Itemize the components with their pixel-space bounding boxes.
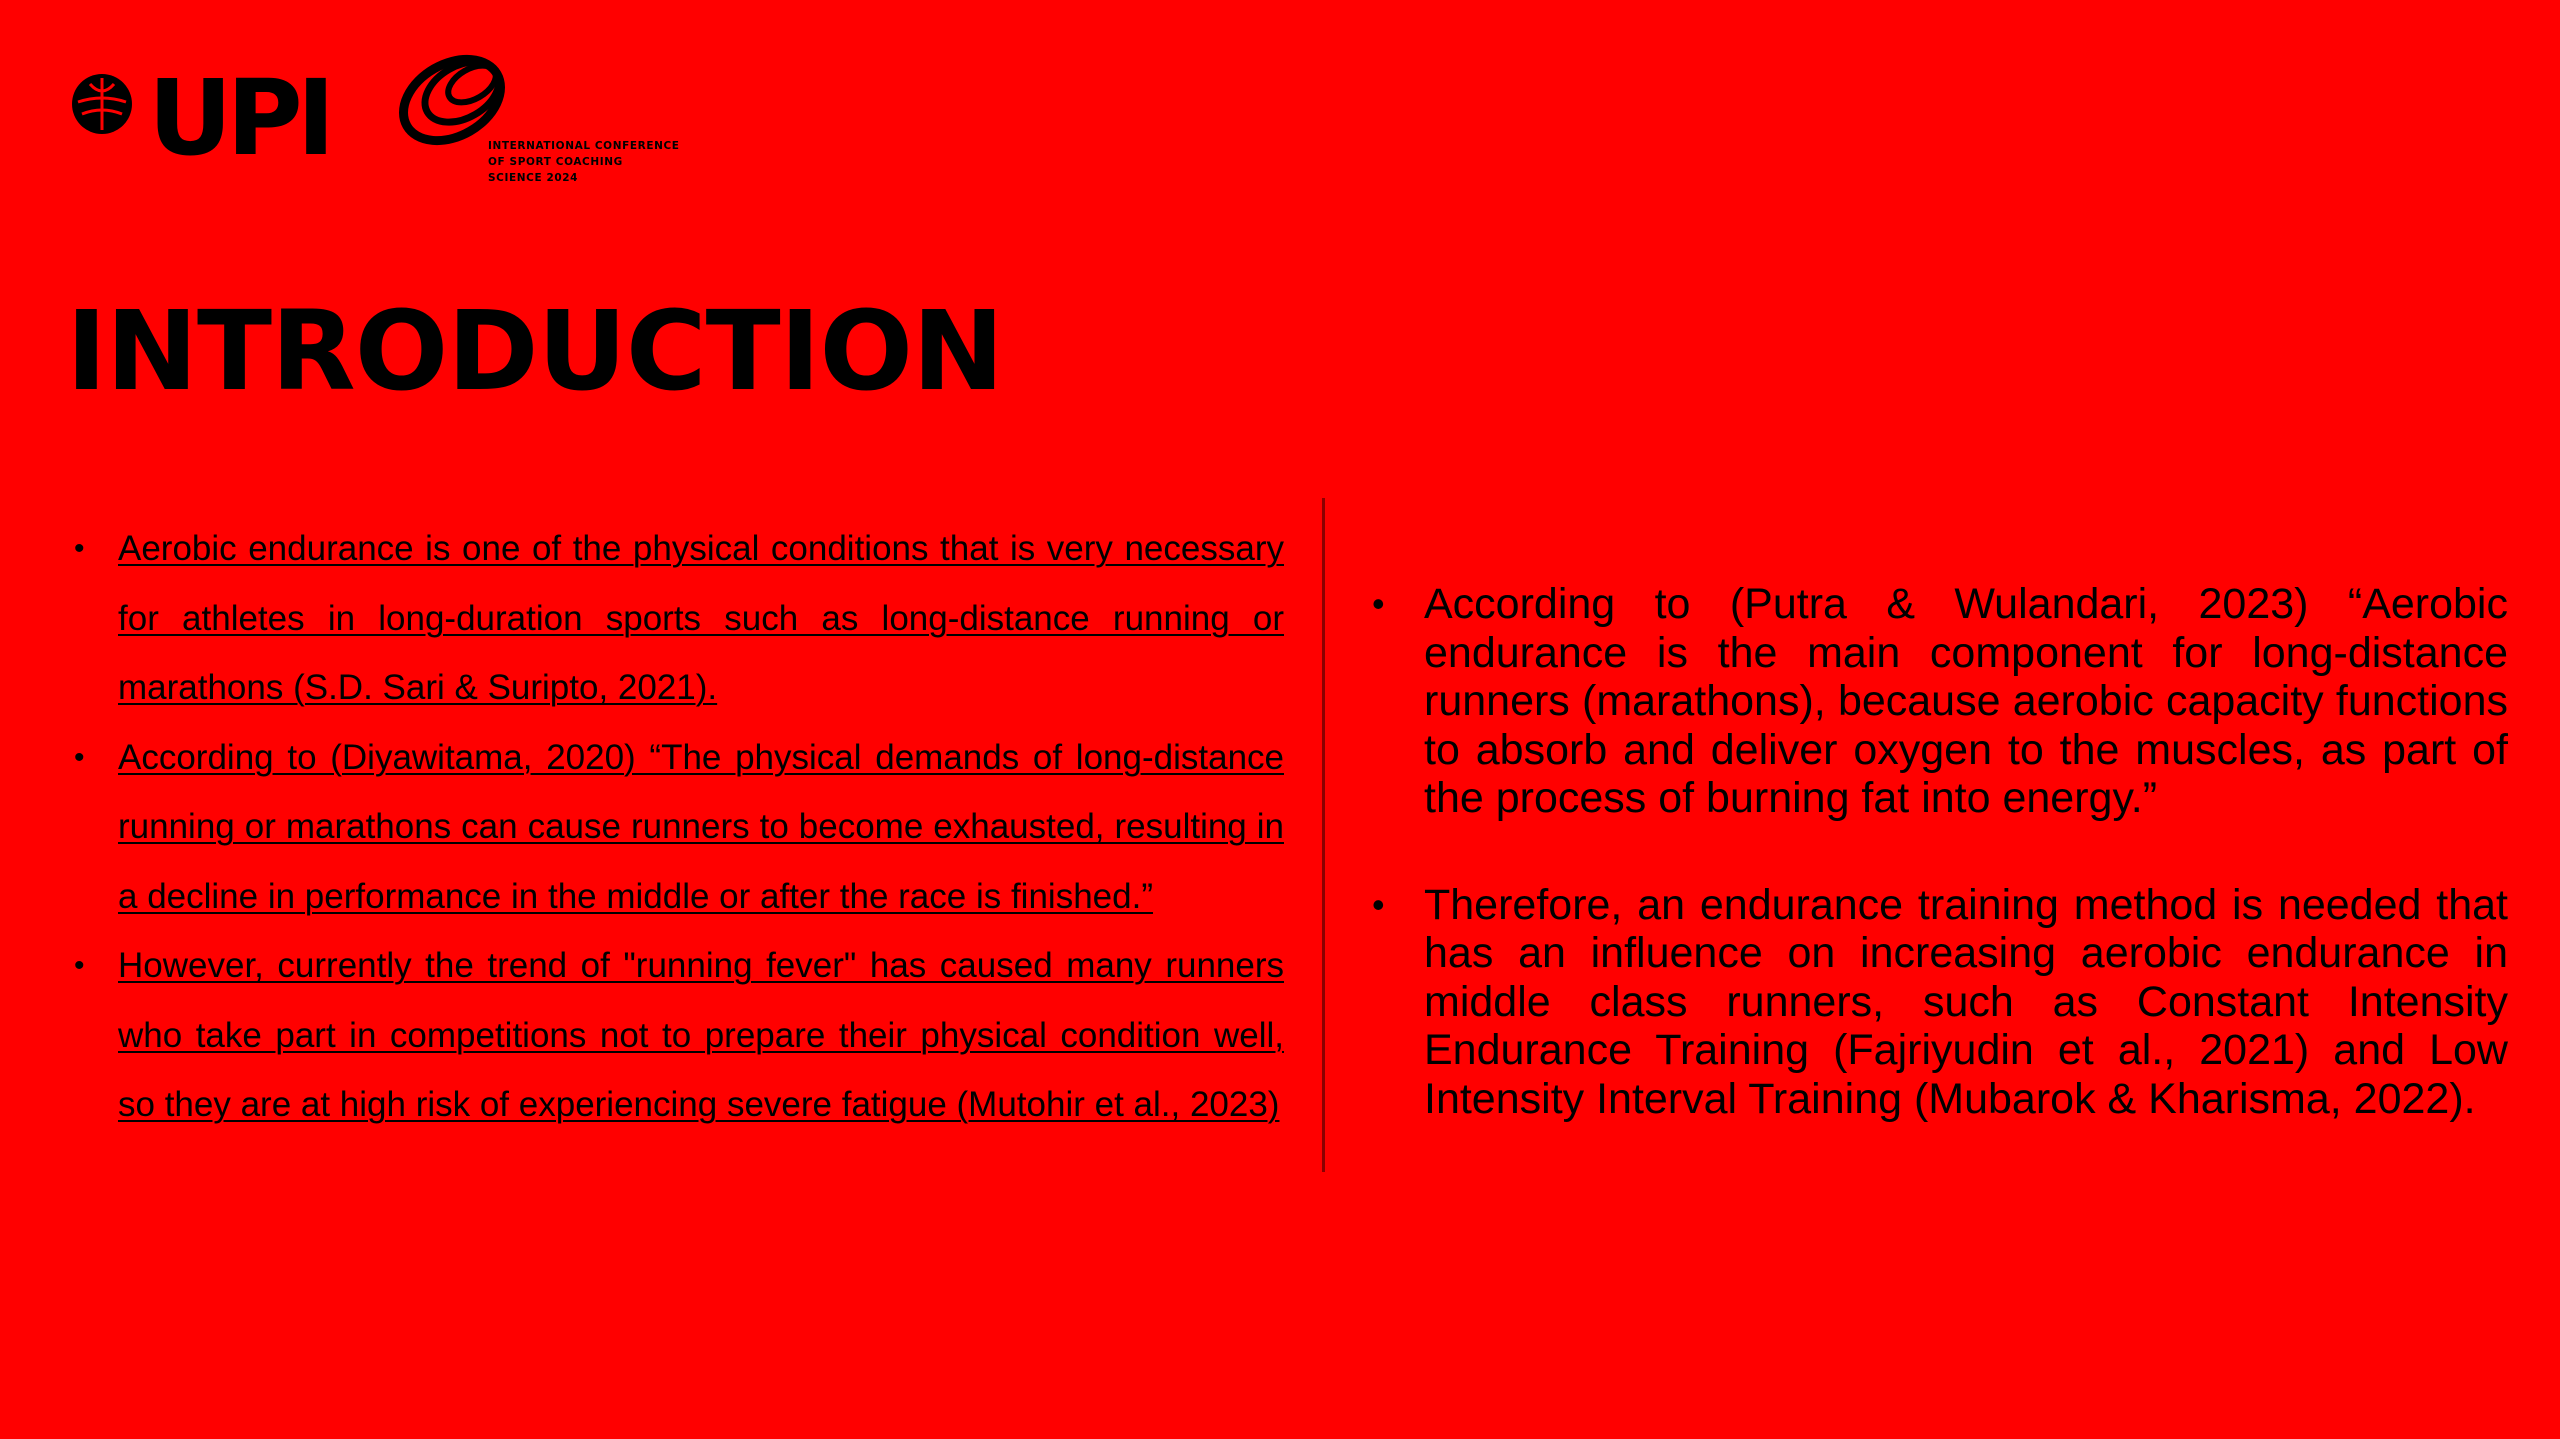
left-bullet-item: • However, currently the trend of "running fever" has caused many runners who take part in competitions not to prepare their physical condition well, so they are at high risk of experiencing severe fatigue (Mutohir et al., 2023) xyxy=(70,931,1284,1140)
left-bullet-item: • Aerobic endurance is one of the physical conditions that is very necessary for athletes in long-duration sports such as long-distance running or marathons (S.D. Sari & Suripto, 2021). xyxy=(70,514,1284,723)
right-bullet-list xyxy=(1370,580,2508,1123)
right-bullet-item: • Therefore, an endurance training method is needed that has an influence on increasing aerobic endurance in middle class runners, such as Constant Intensity Endurance Training (Fajriyudin et al., 2021) and Low Intensity Interval Training (Mubarok & Kharisma, 2022). xyxy=(1370,881,2508,1124)
conference-line-1: INTERNATIONAL CONFERENCE xyxy=(488,140,680,152)
upi-logo xyxy=(70,57,330,179)
upi-wordmark: UPI xyxy=(148,57,330,179)
conference-name xyxy=(488,138,680,186)
conference-line-2: OF SPORT COACHING xyxy=(488,156,623,168)
upi-emblem-icon xyxy=(70,72,134,136)
right-bullet-item: • According to (Putra & Wulandari, 2023) “Aerobic endurance is the main component for long-distance runners (marathons), because aerobic capacity functions to absorb and deliver oxygen to the muscles, as part of the process of burning fat into energy.” xyxy=(1370,580,2508,823)
conference-logo xyxy=(390,50,710,190)
conference-line-3: SCIENCE 2024 xyxy=(488,172,579,184)
column-divider xyxy=(1322,498,1325,1172)
slide-title: INTRODUCTION xyxy=(66,287,1004,415)
left-bullet-item: • According to (Diyawitama, 2020) “The physical demands of long-distance running or marathons can cause runners to become exhausted, resulting in a decline in performance in the middle or after the race is finished.” xyxy=(70,723,1284,932)
left-bullet-list xyxy=(70,514,1284,1140)
